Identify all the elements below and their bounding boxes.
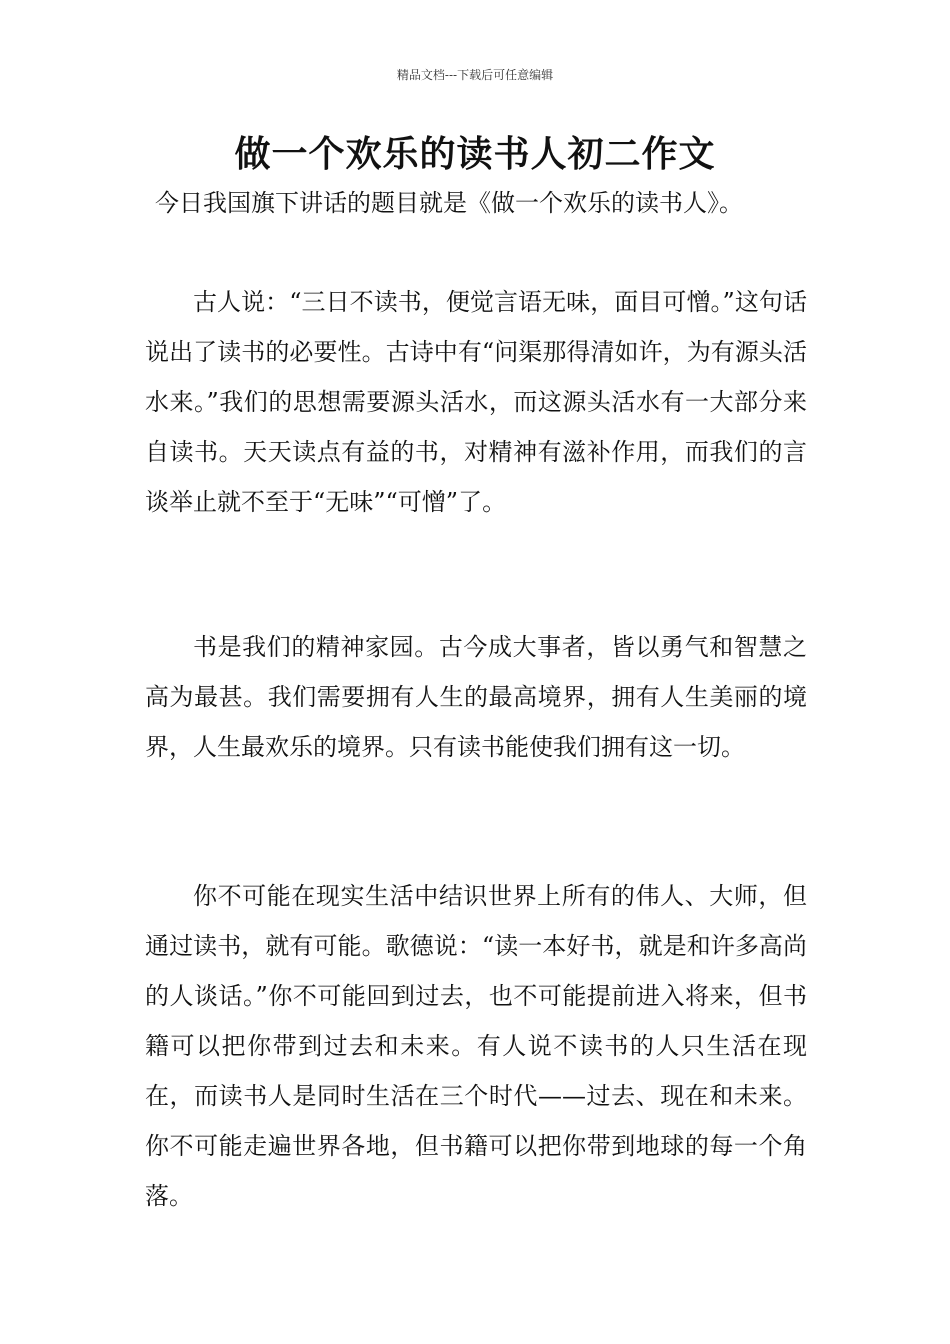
body-paragraph-2 xyxy=(145,622,807,772)
paragraph-text: 你不可能在现实生活中结识世界上所有的伟人、大师，但通过读书，就有可能。歌德说：“读一本好书，就是和许多高尚的人谈话。”你不可能回到过去，也不可能提前进入将来，但书籍可以把你带到过去和未来。有人说不读书的人只生活在现在，而读书人是同时生活在三个时代——过去、现在和未来。你不可能走遍世界各地，但书籍可以把你带到地球的每一个角落。 xyxy=(145,882,807,1210)
header-note: 精品文档---下载后可任意编辑 xyxy=(396,68,554,82)
body-paragraph-1 xyxy=(145,277,807,527)
subtitle: 今日我国旗下讲话的题目就是《做一个欢乐的读书人》。 xyxy=(155,189,743,217)
page-title: 做一个欢乐的读书人初二作文 xyxy=(234,134,716,175)
body-paragraph-3 xyxy=(145,871,807,1221)
paragraph-text: 古人说：“三日不读书，便觉言语无味，面目可憎。”这句话说出了读书的必要性。古诗中有“问渠那得清如许，为有源头活水来。”我们的思想需要源头活水，而这源头活水有一大部分来自读书。天天读点有益的书，对精神有滋补作用，而我们的言谈举止就不至于“无味”“可憎”了。 xyxy=(145,288,807,516)
paragraph-text: 书是我们的精神家园。古今成大事者，皆以勇气和智慧之高为最甚。我们需要拥有人生的最高境界，拥有人生美丽的境界，人生最欢乐的境界。只有读书能使我们拥有这一切。 xyxy=(145,633,807,761)
